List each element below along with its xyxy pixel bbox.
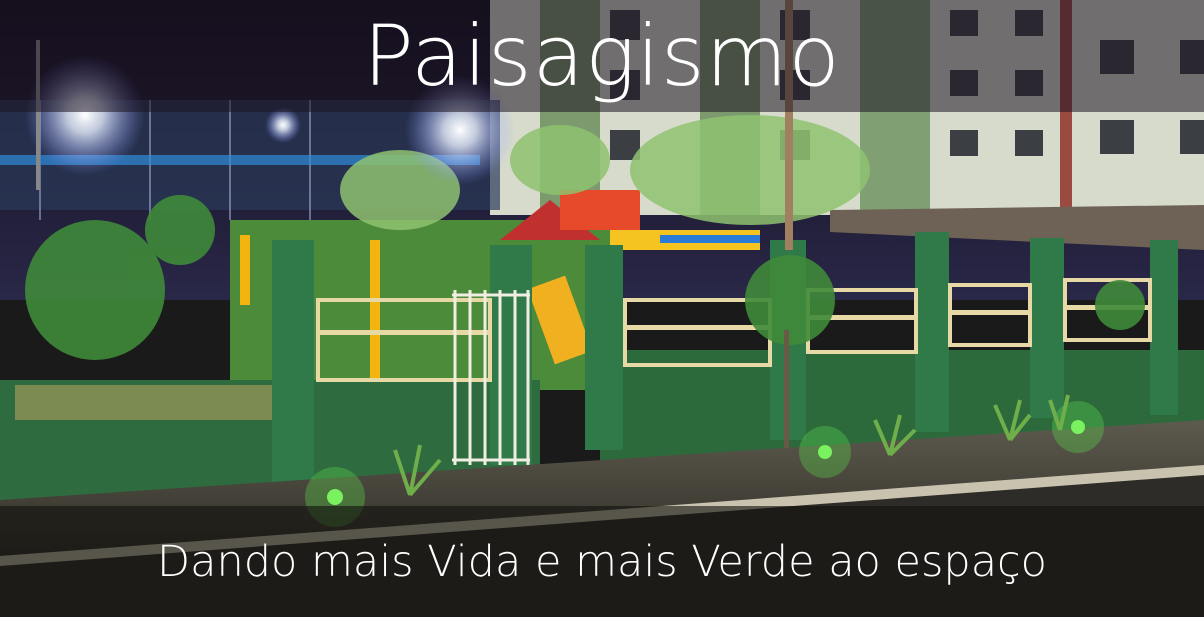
- banner-subtitle: Dando mais Vida e mais Verde ao espaço: [156, 537, 1047, 587]
- banner-title: Paisagismo: [363, 7, 841, 105]
